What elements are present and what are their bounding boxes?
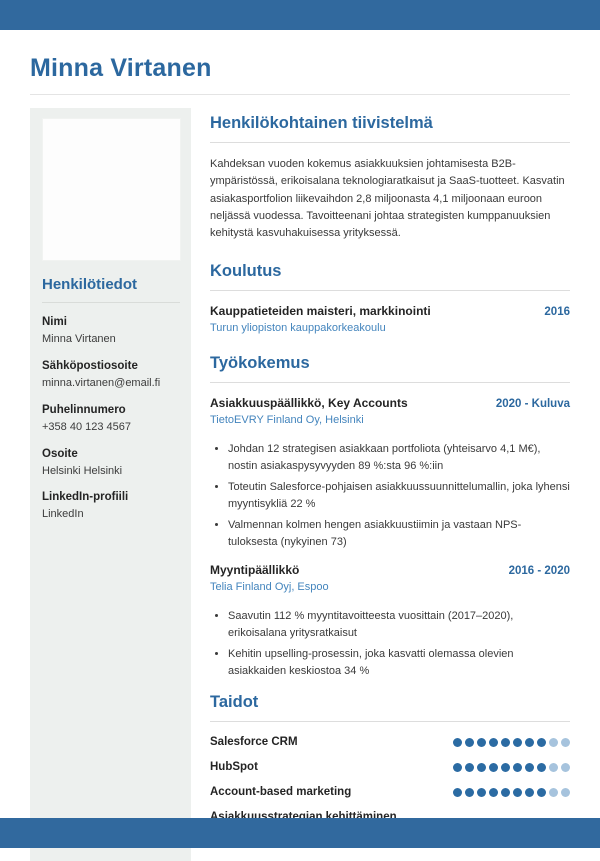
rating-dot-filled: [465, 763, 474, 772]
rating-dot-filled: [465, 788, 474, 797]
contact-field-label: Puhelinnumero: [42, 403, 126, 416]
rating-dot-filled: [513, 763, 522, 772]
sidebar-section-title: Henkilötiedot: [42, 276, 180, 303]
profile-photo-placeholder: [42, 118, 181, 261]
rating-dot-filled: [489, 788, 498, 797]
skill-label: HubSpot: [210, 761, 258, 774]
rating-dot-filled: [501, 763, 510, 772]
experience-bullet: • Valmennan kolmen hengen asiakkuustiimin ja vastaan NPS-tuloksesta (nykyinen 73): [228, 517, 570, 550]
rating-dot-filled: [477, 738, 486, 747]
experience-company: TietoEVRY Finland Oy, Helsinki: [210, 414, 364, 427]
experience-bullet: • Kehitin upselling-prosessin, joka kasvatti olemassa olevien asiakkaiden keskiostoa 34 %: [228, 646, 570, 679]
rating-dot-empty: [549, 788, 558, 797]
experience-period: 2020 - Kuluva: [495, 398, 570, 411]
rating-dot-filled: [453, 763, 462, 772]
experience-bullet: • Johdan 12 strategisen asiakkaan portfoliota (yhteisarvo 4,1 M€), nostin asiakaspysyvyyden 89 %:sta 96 %:iin: [228, 441, 570, 474]
rating-dot-empty: [549, 763, 558, 772]
rating-dot-empty: [549, 738, 558, 747]
experience-entry-head: [210, 563, 570, 577]
experience-company: Telia Finland Oyj, Espoo: [210, 581, 329, 594]
skills-section-title: Taidot: [210, 693, 570, 722]
experience-role: Myyntipäällikkö: [210, 563, 300, 578]
contact-field-value: Helsinki Helsinki: [42, 464, 123, 477]
contact-field-label: Nimi: [42, 316, 67, 328]
title-divider: [30, 94, 570, 95]
rating-dot-filled: [537, 763, 546, 772]
rating-dot-filled: [537, 788, 546, 797]
education-section-title: Koulutus: [210, 262, 570, 291]
rating-dot-filled: [477, 763, 486, 772]
contact-field-value: Minna Virtanen: [42, 333, 116, 345]
rating-dot-filled: [525, 788, 534, 797]
education-entry-head: [210, 304, 570, 318]
summary-text: Kahdeksan vuoden kokemus asiakkuuksien johtamisesta B2B-ympäristössä, erikoisalana teknologiaratkaisut ja SaaS-tuotteet. Kasvatin asiakasportfolion liikevaihdon 2,8 miljoonasta 4,1 miljoonaan euroon neljässä vuodessa. Tavoitteenani johtaa strategisten kumppanuuksien kehitystä kasvuhakuisessa yrityksessä.: [210, 158, 565, 240]
rating-dot-filled: [525, 763, 534, 772]
contact-field-label: LinkedIn-profiili: [42, 491, 129, 504]
contact-field-value: LinkedIn: [42, 508, 84, 521]
experience-bullet: • Toteutin Salesforce-pohjaisen asiakkuussuunnittelumallin, joka lyhensi myyntisykliä 22 %: [228, 479, 570, 512]
rating-dot-filled: [525, 738, 534, 747]
experience-entry: [210, 563, 570, 679]
sidebar: [30, 108, 191, 861]
experience-role: Asiakkuuspäällikkö, Key Accounts: [210, 396, 408, 411]
contact-field-linkedin: [42, 491, 180, 522]
rating-dot-filled: [489, 763, 498, 772]
contact-field-value: minna.virtanen@email.fi: [42, 376, 161, 389]
rating-dot-filled: [501, 738, 510, 747]
skill-label: Salesforce CRM: [210, 736, 298, 749]
skill-row: [210, 761, 570, 773]
rating-dot-filled: [453, 788, 462, 797]
content-columns: [30, 108, 570, 861]
section-education: [210, 262, 570, 354]
section-experience: [210, 354, 570, 693]
education-entry: [210, 304, 570, 334]
skill-row: [210, 786, 570, 798]
rating-dot-empty: [561, 763, 570, 772]
rating-dot-filled: [477, 788, 486, 797]
contact-field-phone: [42, 404, 180, 435]
rating-dot-filled: [537, 738, 546, 747]
skill-label: Account-based marketing: [210, 786, 352, 799]
bottom-accent-bar: [0, 818, 600, 848]
page-title: Minna Virtanen: [30, 54, 212, 82]
education-period: 2016: [544, 306, 570, 319]
rating-dot-filled: [513, 738, 522, 747]
skill-row: [210, 736, 570, 748]
contact-field-label: Osoite: [42, 447, 78, 460]
experience-entry: [210, 396, 570, 550]
experience-bullet-list: [210, 608, 570, 679]
experience-period: 2016 - 2020: [508, 565, 570, 578]
skill-rating-dots: [453, 738, 570, 747]
top-accent-bar: [0, 0, 600, 30]
summary-section-title: Henkilökohtainen tiivistelmä: [210, 114, 570, 143]
rating-dot-filled: [513, 788, 522, 797]
rating-dot-filled: [489, 738, 498, 747]
contact-field-value: +358 40 123 4567: [42, 420, 132, 433]
rating-dot-empty: [561, 738, 570, 747]
experience-entry-head: [210, 396, 570, 410]
contact-field-address: [42, 448, 180, 479]
contact-field-name: [42, 316, 180, 347]
main-column: [210, 108, 570, 861]
rating-dot-filled: [501, 788, 510, 797]
experience-bullet-list: [210, 441, 570, 550]
experience-section-title: Työkokemus: [210, 354, 570, 383]
education-degree: Kauppatieteiden maisteri, markkinointi: [210, 304, 431, 319]
contact-field-label: Sähköpostiosoite: [42, 359, 138, 372]
experience-bullet: • Saavutin 112 % myyntitavoitteesta vuosittain (2017–2020), erikoisalana yritysratkaisut: [228, 608, 570, 641]
rating-dot-empty: [561, 788, 570, 797]
skill-rating-dots: [453, 763, 570, 772]
rating-dot-filled: [453, 738, 462, 747]
rating-dot-filled: [465, 738, 474, 747]
section-summary: [210, 114, 570, 242]
skill-rating-dots: [453, 788, 570, 797]
contact-field-email: [42, 360, 180, 391]
education-school: Turun yliopiston kauppakorkeakoulu: [210, 322, 386, 335]
